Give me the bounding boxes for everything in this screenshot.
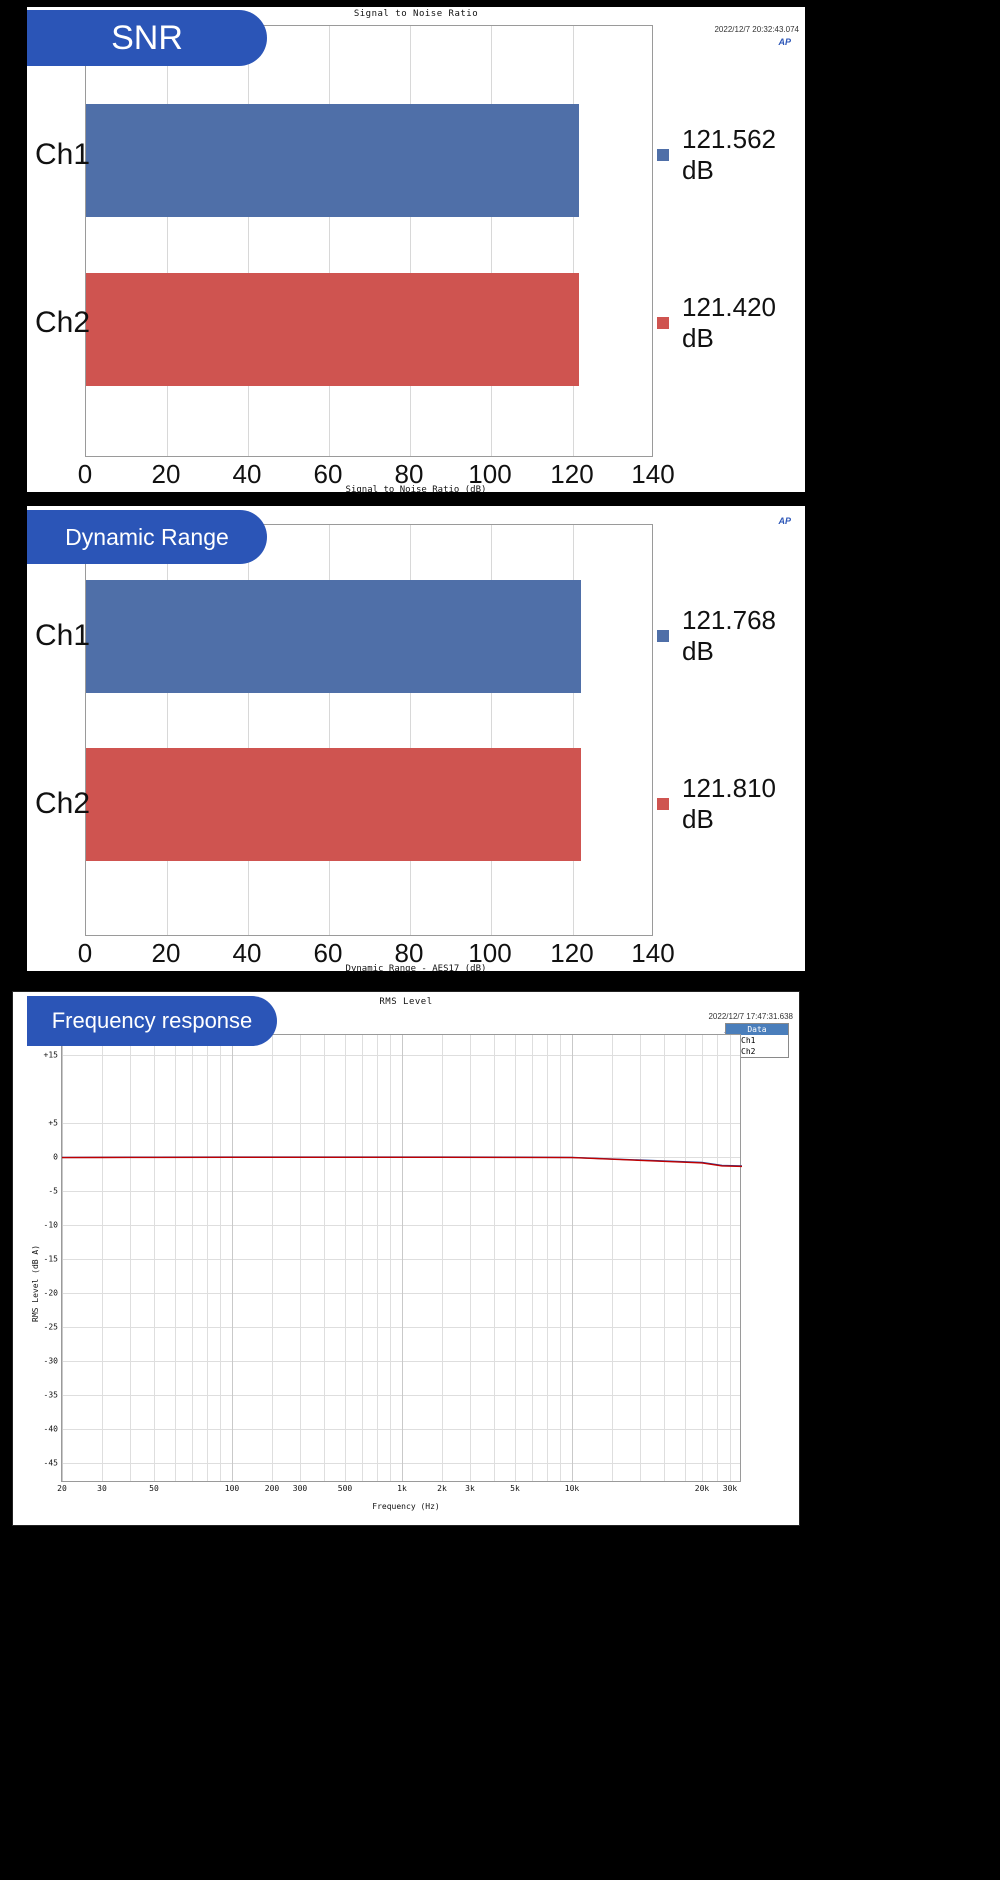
badge-label: SNR xyxy=(111,18,183,57)
x-tick-label: 10k xyxy=(564,1484,580,1493)
trace-ch2 xyxy=(62,1157,742,1166)
y-axis-title-frequency-response: RMS Level (dB A) xyxy=(31,1244,40,1322)
legend-header: Data xyxy=(726,1024,788,1035)
value-label-ch1: 121.768 dB xyxy=(682,605,776,666)
x-tick-label: 120 xyxy=(550,938,594,968)
plot-area-snr xyxy=(85,25,653,457)
y-tick-label: -15 xyxy=(43,1254,58,1264)
trace-group xyxy=(62,1035,742,1483)
value-swatch-ch2 xyxy=(657,798,669,810)
x-tick-label: 20 xyxy=(151,459,181,489)
x-axis-title-frequency-response: Frequency (Hz) xyxy=(372,1502,440,1511)
gridline-v xyxy=(248,26,249,456)
y-tick-label: +15 xyxy=(43,1050,58,1060)
x-tick-label: 40 xyxy=(232,938,262,968)
x-tick-label: 1k xyxy=(397,1484,407,1493)
panel-frequency-response xyxy=(12,991,800,1526)
ap-logo-icon: AP xyxy=(778,516,791,526)
badge-frequency-response xyxy=(27,996,277,1046)
x-tick-label: 100 xyxy=(224,1484,240,1493)
trace-ch1 xyxy=(62,1157,742,1166)
x-tick-label: 100 xyxy=(468,938,512,968)
gridline-v xyxy=(410,26,411,456)
x-tick-label: 20 xyxy=(151,938,181,968)
y-tick-label: -45 xyxy=(43,1458,58,1468)
legend-label-ch2: Ch2 xyxy=(741,1047,756,1056)
x-tick-label: 60 xyxy=(313,459,343,489)
category-label-ch2: Ch2 xyxy=(35,306,91,339)
value-label-ch1: 121.562 dB xyxy=(682,124,776,185)
y-tick-label: -25 xyxy=(43,1322,58,1332)
badge-label: Frequency response xyxy=(51,1008,253,1033)
category-label-ch1: Ch1 xyxy=(35,138,91,171)
plot-area-frequency-response xyxy=(43,1034,741,1493)
category-label-ch2: Ch2 xyxy=(35,787,91,820)
gridline-v xyxy=(167,26,168,456)
value-swatch-ch1 xyxy=(657,149,669,161)
x-tick-label: 0 xyxy=(77,459,93,489)
chart-title-frequency-response: RMS Level xyxy=(379,997,433,1007)
badge-label: Dynamic Range xyxy=(65,523,229,550)
x-tick-label: 80 xyxy=(394,459,424,489)
y-tick-label: -5 xyxy=(48,1186,58,1196)
value-label-ch2: 121.810 dB xyxy=(682,773,776,834)
bar-ch1 xyxy=(86,580,581,693)
badge-snr xyxy=(27,10,267,66)
gridline-v xyxy=(491,26,492,456)
x-tick-label: 200 xyxy=(264,1484,280,1493)
x-tick-label: 80 xyxy=(394,938,424,968)
x-tick-label: 30k xyxy=(722,1484,738,1493)
x-axis-title-snr: Signal to Noise Ratio (dB) xyxy=(345,485,487,495)
category-label-ch1: Ch1 xyxy=(35,619,91,652)
x-tick-label: 40 xyxy=(232,459,262,489)
x-tick-label: 140 xyxy=(631,459,675,489)
x-tick-label: 3k xyxy=(465,1484,475,1493)
x-tick-label: 100 xyxy=(468,459,512,489)
bar-ch2 xyxy=(86,748,581,861)
bar-ch1 xyxy=(86,104,579,217)
plot-area-dynamic-range xyxy=(85,524,653,936)
x-tick-label: 500 xyxy=(337,1484,353,1493)
badge-dynamic-range xyxy=(27,510,267,564)
x-axis-title-dynamic-range: Dynamic Range - AES17 (dB) xyxy=(345,964,487,974)
value-label-ch2: 121.420 dB xyxy=(682,292,776,353)
x-tick-label: 140 xyxy=(631,938,675,968)
x-tick-label: 300 xyxy=(292,1484,308,1493)
chart-timestamp-frequency-response: 2022/12/7 17:47:31.638 xyxy=(708,1012,793,1021)
chart-timestamp-snr: 2022/12/7 20:32:43.074 xyxy=(714,25,799,34)
y-tick-label: -10 xyxy=(43,1220,58,1230)
y-tick-label: -40 xyxy=(43,1424,58,1434)
y-tick-label: 0 xyxy=(53,1152,58,1162)
panel-snr xyxy=(27,7,805,495)
value-swatch-ch2 xyxy=(657,317,669,329)
x-tick-label: 2k xyxy=(437,1484,447,1493)
x-tick-label: 120 xyxy=(550,459,594,489)
x-tick-label: 20k xyxy=(694,1484,710,1493)
x-tick-label: 30 xyxy=(97,1484,107,1493)
y-tick-label: -35 xyxy=(43,1390,58,1400)
bar-ch2 xyxy=(86,273,579,386)
x-tick-label: 60 xyxy=(313,938,343,968)
legend-label-ch1: Ch1 xyxy=(741,1036,756,1045)
y-tick-label: -30 xyxy=(43,1356,58,1366)
value-swatch-ch1 xyxy=(657,630,669,642)
y-tick-label: +5 xyxy=(48,1118,58,1128)
gridline-v xyxy=(573,26,574,456)
x-tick-label: 50 xyxy=(149,1484,159,1493)
ap-logo-icon: AP xyxy=(778,37,791,47)
x-tick-label: 20 xyxy=(57,1484,67,1493)
panel-dynamic-range xyxy=(27,506,805,974)
chart-title-snr: Signal to Noise Ratio xyxy=(353,9,479,19)
x-tick-label: 0 xyxy=(77,938,93,968)
gridline-v xyxy=(329,26,330,456)
x-tick-label: 5k xyxy=(510,1484,520,1493)
y-tick-label: -20 xyxy=(43,1288,58,1298)
